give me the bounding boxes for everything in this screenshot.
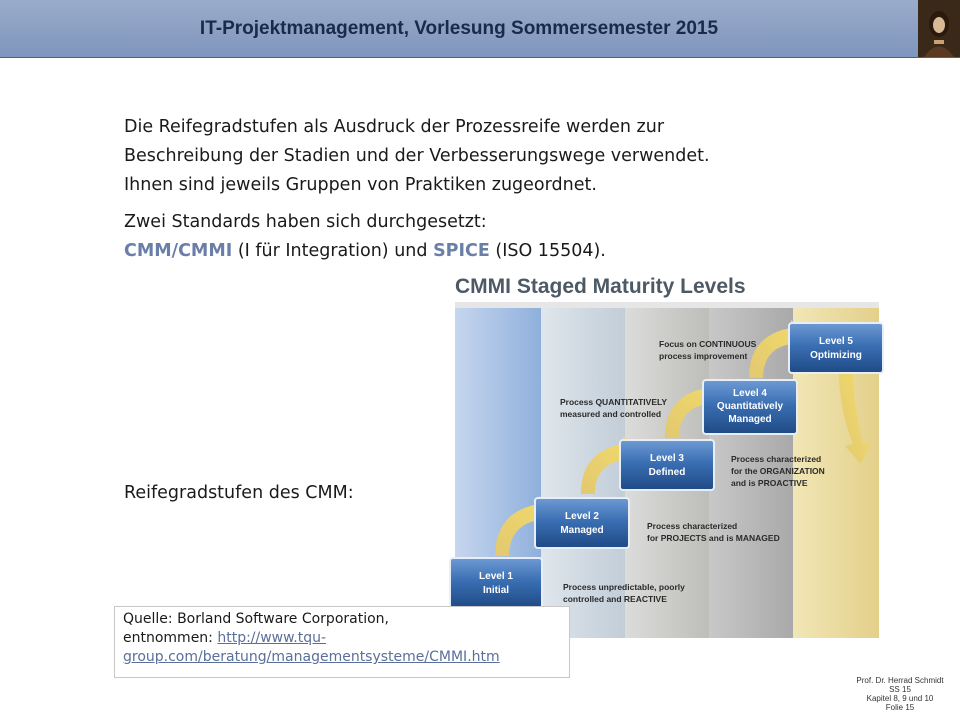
cmmi-diagram bbox=[443, 268, 887, 638]
footer-slide-number: Folie 15 bbox=[885, 703, 915, 712]
level-5-box bbox=[789, 323, 883, 373]
source-line: Quelle: Borland Software Corporation, bbox=[123, 611, 389, 627]
level-1-label: Level 1 bbox=[479, 571, 513, 582]
intro-line: Beschreibung der Stadien und der Verbesserungswege verwendet. bbox=[124, 146, 710, 166]
source-link-continued[interactable]: group.com/beratung/managementsysteme/CMMI.htm bbox=[123, 649, 500, 665]
level-5-desc: Focus on CONTINUOUS bbox=[659, 339, 757, 349]
level-3-desc-3: and is PROACTIVE bbox=[731, 478, 808, 488]
level-3-label: Level 3 bbox=[650, 453, 684, 464]
level-2-desc: Process characterized bbox=[647, 521, 738, 531]
slide-title: IT-Projektmanagement, Vorlesung Sommersemester 2015 bbox=[199, 18, 719, 39]
level-1-desc-2: controlled and REACTIVE bbox=[563, 594, 667, 604]
standards-paragraph bbox=[124, 208, 884, 266]
level-3-box bbox=[620, 440, 714, 490]
source-prefix: entnommen: bbox=[123, 630, 218, 646]
intro-line: Die Reifegradstufen als Ausdruck der Prozessreife werden zur bbox=[124, 117, 665, 137]
intro-line: Ihnen sind jeweils Gruppen von Praktiken zugeordnet. bbox=[124, 175, 597, 195]
level-1-desc: Process unpredictable, poorly bbox=[563, 582, 685, 592]
level-3-desc-2: for the ORGANIZATION bbox=[731, 466, 825, 476]
level-4-desc: Process QUANTITATIVELY bbox=[560, 397, 668, 407]
cmmi-figure bbox=[443, 268, 887, 638]
level-4-name-2: Managed bbox=[728, 414, 772, 425]
standards-text: (I für Integration) und bbox=[232, 241, 434, 261]
level-1-name: Initial bbox=[482, 585, 510, 596]
level-2-label: Level 2 bbox=[565, 511, 599, 522]
standards-line-2 bbox=[124, 237, 884, 266]
source-line-2 bbox=[123, 629, 561, 648]
footer-semester: SS 15 bbox=[889, 685, 911, 694]
level-3-desc: Process characterized bbox=[731, 454, 822, 464]
level-3-name: Defined bbox=[648, 467, 686, 478]
spice-term: SPICE bbox=[433, 241, 490, 261]
level-4-desc-2: measured and controlled bbox=[560, 409, 662, 419]
level-4-label: Level 4 bbox=[733, 388, 767, 399]
level-4-name: Quantitatively bbox=[716, 401, 784, 412]
level-2-box bbox=[535, 498, 629, 548]
source-line-3 bbox=[123, 648, 561, 667]
source-citation bbox=[114, 606, 570, 678]
portrait-icon bbox=[918, 0, 960, 57]
level-5-desc-2: process improvement bbox=[659, 351, 748, 361]
slide-footer bbox=[842, 676, 958, 712]
level-2-name: Managed bbox=[560, 525, 604, 536]
figure-title: CMMI Staged Maturity Levels bbox=[455, 275, 746, 298]
footer-author: Prof. Dr. Herrad Schmidt bbox=[856, 676, 944, 685]
level-1-box bbox=[450, 558, 542, 608]
intro-paragraph bbox=[124, 113, 884, 200]
level-5-label: Level 5 bbox=[819, 336, 853, 347]
cmm-term: CMM/CMMI bbox=[124, 241, 233, 261]
slide-header bbox=[0, 0, 960, 58]
level-5-name: Optimizing bbox=[810, 350, 862, 361]
cmm-levels-label: Reifegradstufen des CMM: bbox=[124, 483, 354, 503]
standards-text-end: (ISO 15504). bbox=[489, 241, 606, 261]
footer-chapter: Kapitel 8, 9 und 10 bbox=[866, 694, 934, 703]
portrait-image bbox=[918, 0, 960, 57]
level-2-desc-2: for PROJECTS and is MANAGED bbox=[647, 533, 780, 543]
source-link[interactable]: http://www.tqu- bbox=[217, 630, 327, 646]
standards-line: Zwei Standards haben sich durchgesetzt: bbox=[124, 212, 487, 232]
